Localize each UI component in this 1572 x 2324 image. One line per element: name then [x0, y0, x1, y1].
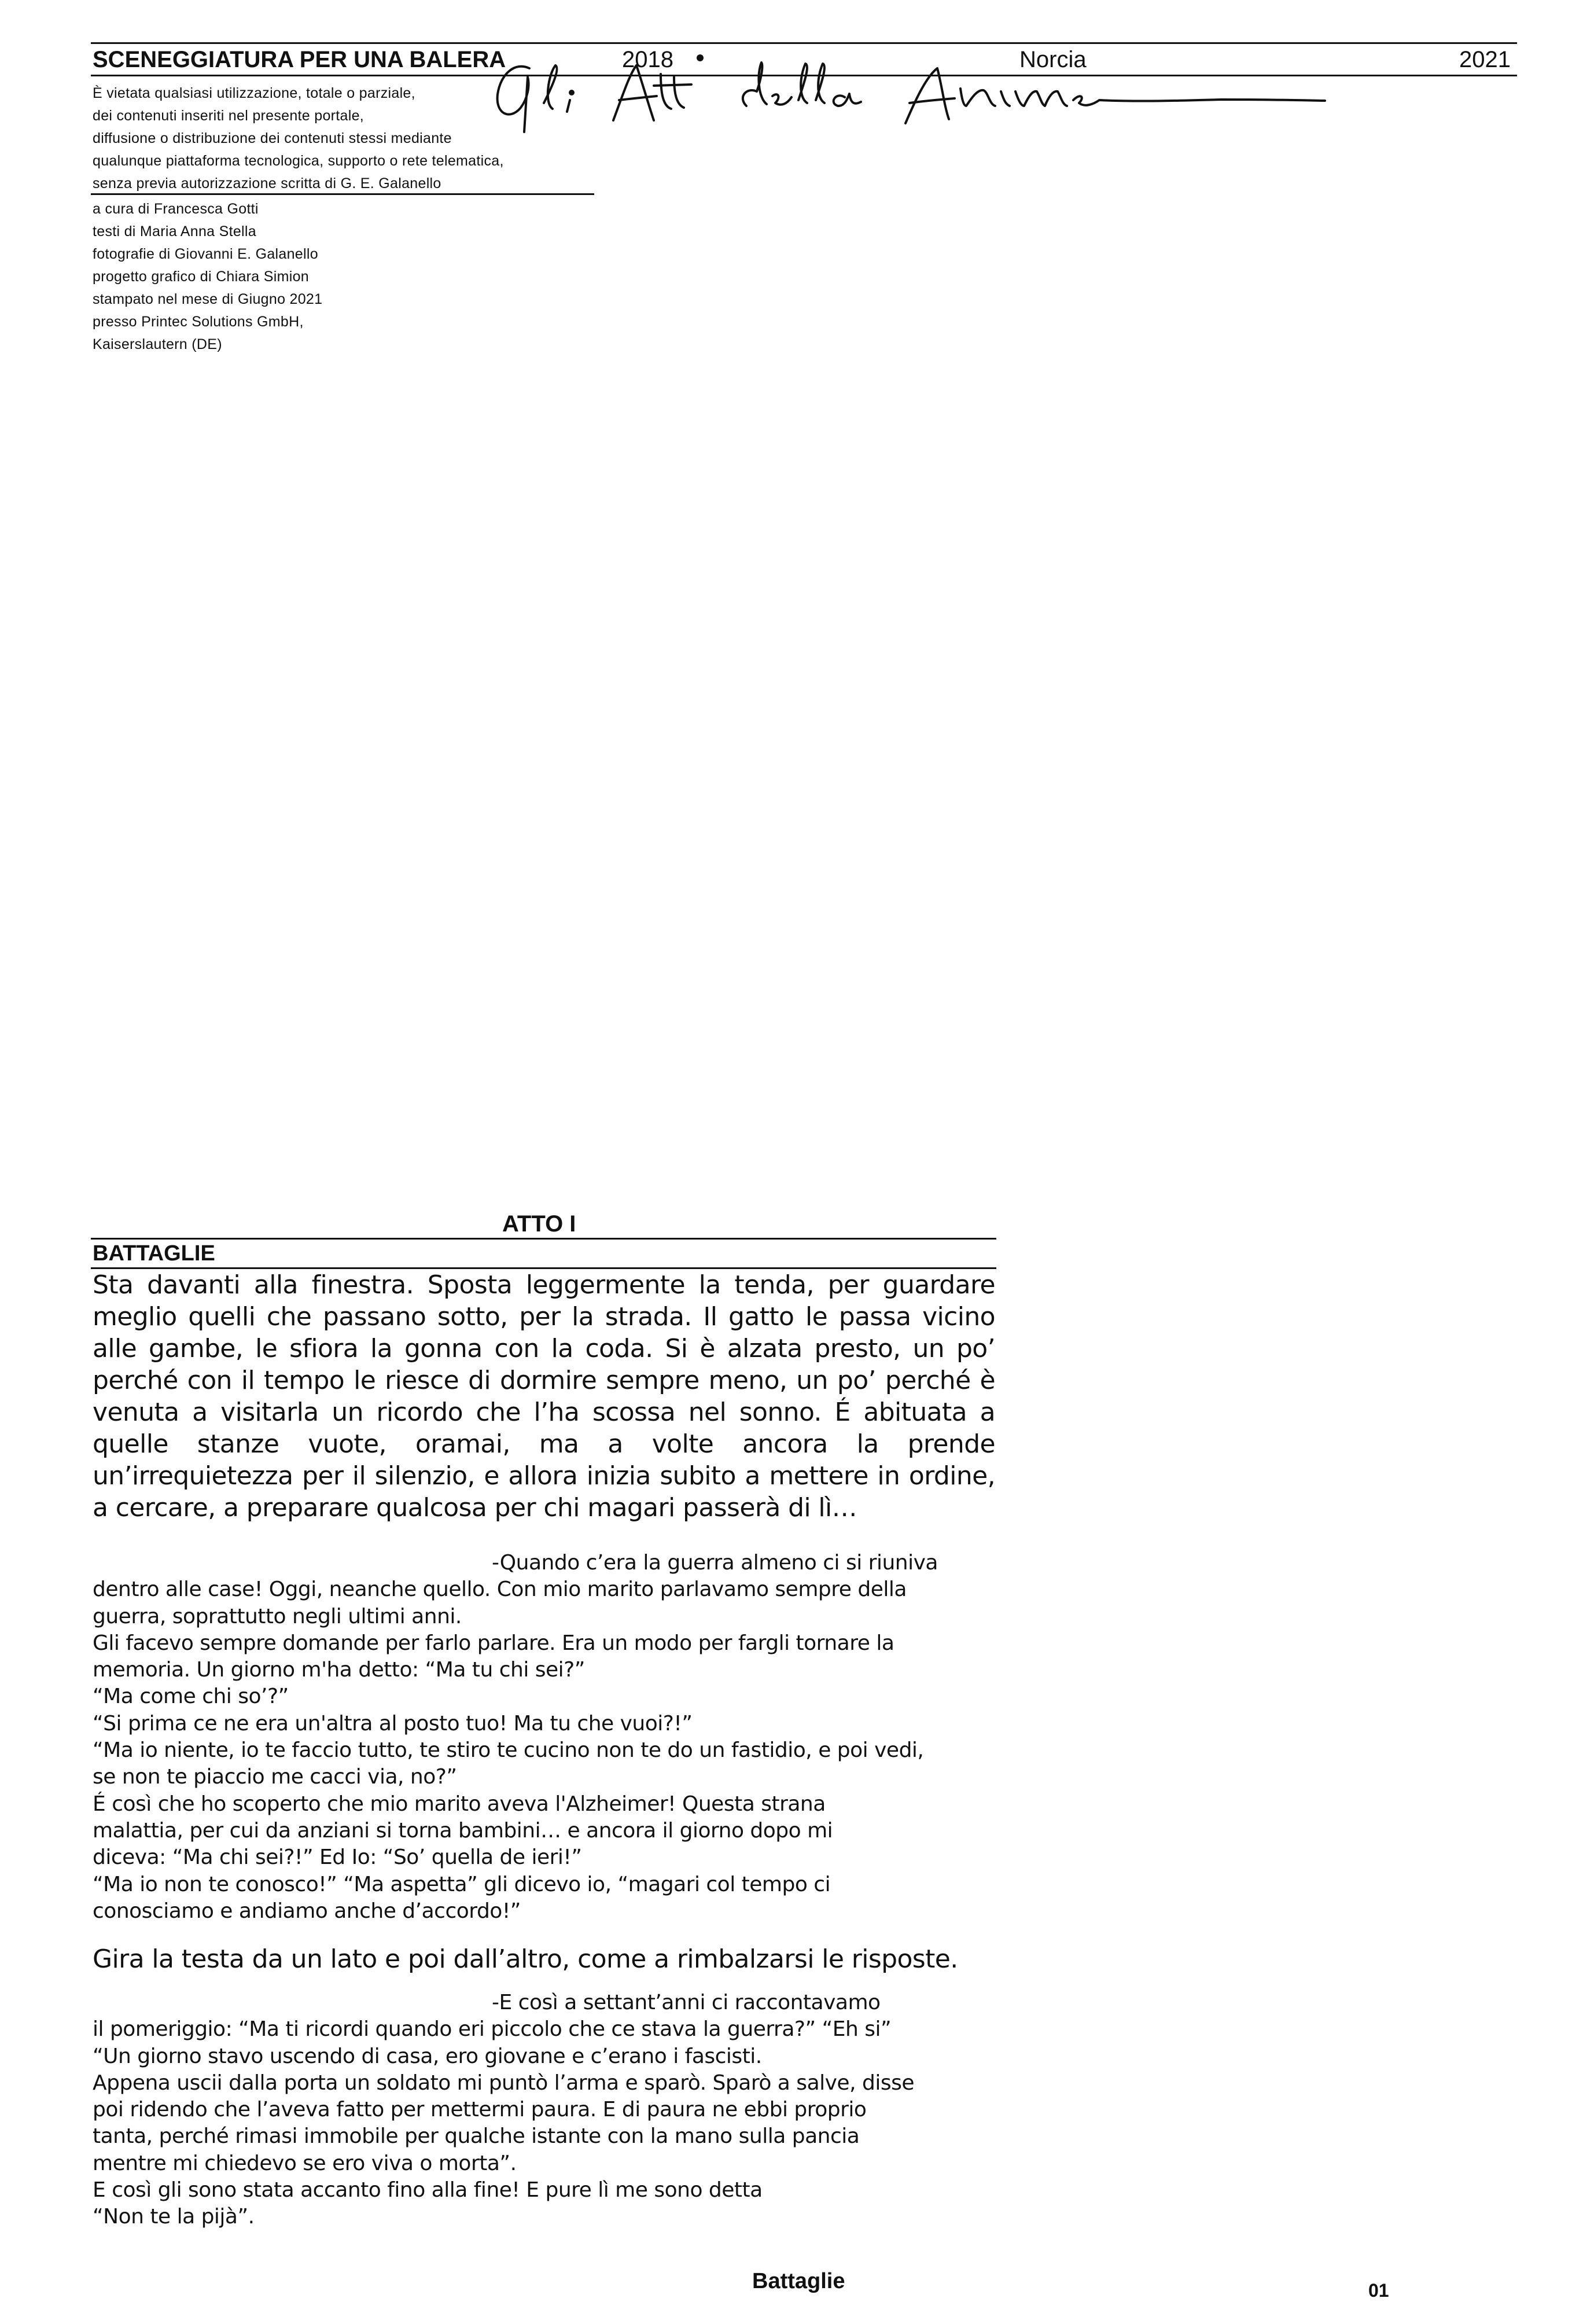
legal-line: È vietata qualsiasi utilizzazione, totale o parziale,	[93, 85, 415, 101]
dialogue-block	[93, 1550, 1013, 1925]
legal-rule	[91, 193, 594, 195]
header-rule-top	[91, 42, 1517, 44]
header-title: SCENEGGIATURA PER UNA BALERA	[93, 47, 506, 72]
legal-line: senza previa autorizzazione scritta di G. E. Galanello	[93, 175, 441, 192]
header-year-end: 2021	[1459, 47, 1511, 72]
page-number: 01	[1368, 2280, 1389, 2301]
dialogue-line: “Si prima ce ne era un'altra al posto tuo! Ma tu che vuoi?!”	[93, 1711, 693, 1735]
dialogue-line: dentro alle case! Oggi, neanche quello. Con mio marito parlavamo sempre della	[93, 1577, 907, 1602]
dialogue-block	[93, 1990, 1013, 2231]
dialogue-line: guerra, soprattutto negli ultimi anni.	[93, 1604, 462, 1628]
dialogue-line: “Un giorno stavo uscendo di casa, ero giovane e c’erano i fascisti.	[93, 2044, 762, 2068]
dialogue-line: “Ma io niente, io te faccio tutto, te stiro te cucino non te do un fastidio, e poi vedi,	[93, 1738, 924, 1763]
act-rule	[91, 1238, 996, 1240]
dialogue-line: “Non te la pijà”.	[93, 2205, 255, 2229]
legal-line: dei contenuti inseriti nel presente portale,	[93, 108, 365, 124]
dialogue-line: memoria. Un giorno m'ha detto: “Ma tu chi sei?”	[93, 1658, 585, 1682]
legal-notice	[93, 82, 602, 195]
dialogue-line: Appena uscii dalla porta un soldato mi puntò l’arma e sparò. Sparò a salve, disse	[93, 2071, 914, 2095]
header-place: Norcia	[1019, 47, 1087, 72]
dialogue-line: se non te piaccio me cacci via, no?”	[93, 1765, 457, 1789]
dialogue-line: Gli facevo sempre domande per farlo parlare. Era un modo per fargli tornare la	[93, 1631, 894, 1655]
dialogue-line: malattia, per cui da anziani si torna bambini… e ancora il giorno dopo mi	[93, 1818, 833, 1843]
dialogue-line: “Ma io non te conosco!” “Ma aspetta” gli dicevo io, “magari col tempo ci	[93, 1872, 831, 1896]
credit-line: Kaiserslautern (DE)	[93, 336, 222, 352]
dialogue-line: É così che ho scoperto che mio marito aveva l'Alzheimer! Questa strana	[93, 1792, 826, 1816]
credit-line: fotografie di Giovanni E. Galanello	[93, 246, 318, 262]
narration-paragraph: Gira la testa da un lato e poi dall’altro, come a rimbalzarsi le risposte.	[93, 1944, 958, 1974]
act-title: ATTO I	[502, 1211, 576, 1237]
legal-line: diffusione o distribuzione dei contenuti stessi mediante	[93, 130, 452, 146]
dialogue-opening: -E così a settant’anni ci raccontavamo	[492, 1991, 881, 2014]
section-title: BATTAGLIE	[93, 1241, 215, 1266]
dialogue-line: diceva: “Ma chi sei?!” Ed Io: “So’ quella de ieri!”	[93, 1845, 582, 1870]
handwritten-signature	[474, 51, 1342, 138]
dialogue-opening: -Quando c’era la guerra almeno ci si riuniva	[492, 1551, 938, 1575]
narration-paragraph: Sta davanti alla finestra. Sposta leggermente la tenda, per guardare meglio quelli che passano sotto, per la strada. Il gatto le passa vicino alle gambe, le sfiora la gonna con la coda. Si è alzata presto, un po’ perché con il tempo le riesce di dormire sempre meno, un po’ perché è venuta a visitarla un ricordo che l’ha scossa nel sonno. É abituata a quelle stanze vuote, oramai, ma a volte ancora la prende un’irrequietezza per il silenzio, e allora inizia subito a mettere in ordine, a cercare, a preparare qualcosa per chi magari passerà di lì…	[93, 1270, 995, 1523]
credits	[93, 198, 498, 356]
dialogue-line: conosciamo e andiamo anche d’accordo!”	[93, 1899, 521, 1923]
dialogue-line: mentre mi chiedevo se ero viva o morta”.	[93, 2151, 517, 2175]
credit-line: stampato nel mese di Giugno 2021	[93, 291, 323, 307]
dialogue-line: poi ridendo che l’aveva fatto per mettermi paura. E di paura ne ebbi proprio	[93, 2098, 867, 2122]
credit-line: progetto grafico di Chiara Simion	[93, 269, 309, 285]
header-year-start: 2018	[622, 47, 673, 72]
credit-line: a cura di Francesca Gotti	[93, 201, 259, 217]
footer-title: Battaglie	[752, 2269, 845, 2293]
dialogue-line: tanta, perché rimasi immobile per qualche istante con la mano sulla pancia	[93, 2124, 860, 2149]
dialogue-line: “Ma come chi so’?”	[93, 1685, 289, 1709]
dialogue-line: E così gli sono stata accanto fino alla fine! E pure lì me sono detta	[93, 2178, 763, 2202]
legal-line: qualunque piattaforma tecnologica, supporto o rete telematica,	[93, 153, 504, 169]
credit-line: testi di Maria Anna Stella	[93, 223, 256, 240]
dialogue-line: il pomeriggio: “Ma ti ricordi quando eri piccolo che ce stava la guerra?” “Eh si”	[93, 2017, 892, 2042]
credit-line: presso Printec Solutions GmbH,	[93, 314, 304, 330]
